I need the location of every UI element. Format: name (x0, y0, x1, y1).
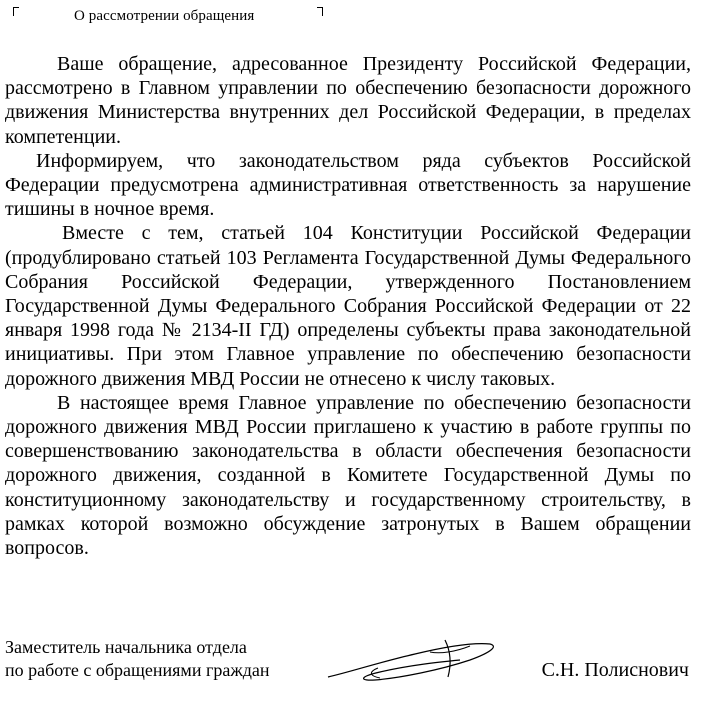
handwritten-signature (320, 632, 500, 687)
letter-subject: О рассмотрении обращения (74, 8, 255, 24)
address-corner-mark-left (13, 7, 19, 16)
signer-position-line-1: Заместитель начальника отдела (5, 637, 247, 657)
paragraph-2: Информируем, что законодательством ряда субъектов Российской Федерации предусмотрена административная ответственность за нарушение тишины в ночное время. (5, 149, 691, 221)
paragraph-4: В настоящее время Главное управление по обеспечению безопасности дорожного движения МВД России приглашено к участию в работе группы по совершенствованию законодательства в области обеспечения безопасности дорожного движения, созданной в Комитете Государственной Думы по конституционному законодательству и государственному строительству, в рамках которой возможно обсуждение затронутых в Вашем обращении вопросов. (5, 391, 691, 560)
paragraph-1: Ваше обращение, адресованное Президенту Российской Федерации, рассмотрено в Главном управлении по обеспечению безопасности дорожного движения Министерства внутренних дел Российской Федерации, в пределах компетенции. (5, 53, 691, 148)
address-corner-mark-right (317, 7, 323, 16)
signer-position-line-2: по работе с обращениями граждан (5, 660, 270, 680)
paragraph-3: Вместе с тем, статьей 104 Конституции Российской Федерации (продублировано статьей 103 Регламента Государственной Думы Федерального Собрания Российской Федерации, утвержденного Постановлением Государственной Думы Федерального Собрания Российской Федерации от 22 января 1998 года № 2134-II ГД) определены субъекты права законодательной инициативы. При этом Главное управление по обеспечению безопасности дорожного движения МВД России не отнесено к числу таковых. (5, 222, 691, 390)
signer-position (5, 636, 270, 682)
signer-name: С.Н. Полиснович (541, 659, 689, 681)
letter-body (5, 52, 691, 560)
